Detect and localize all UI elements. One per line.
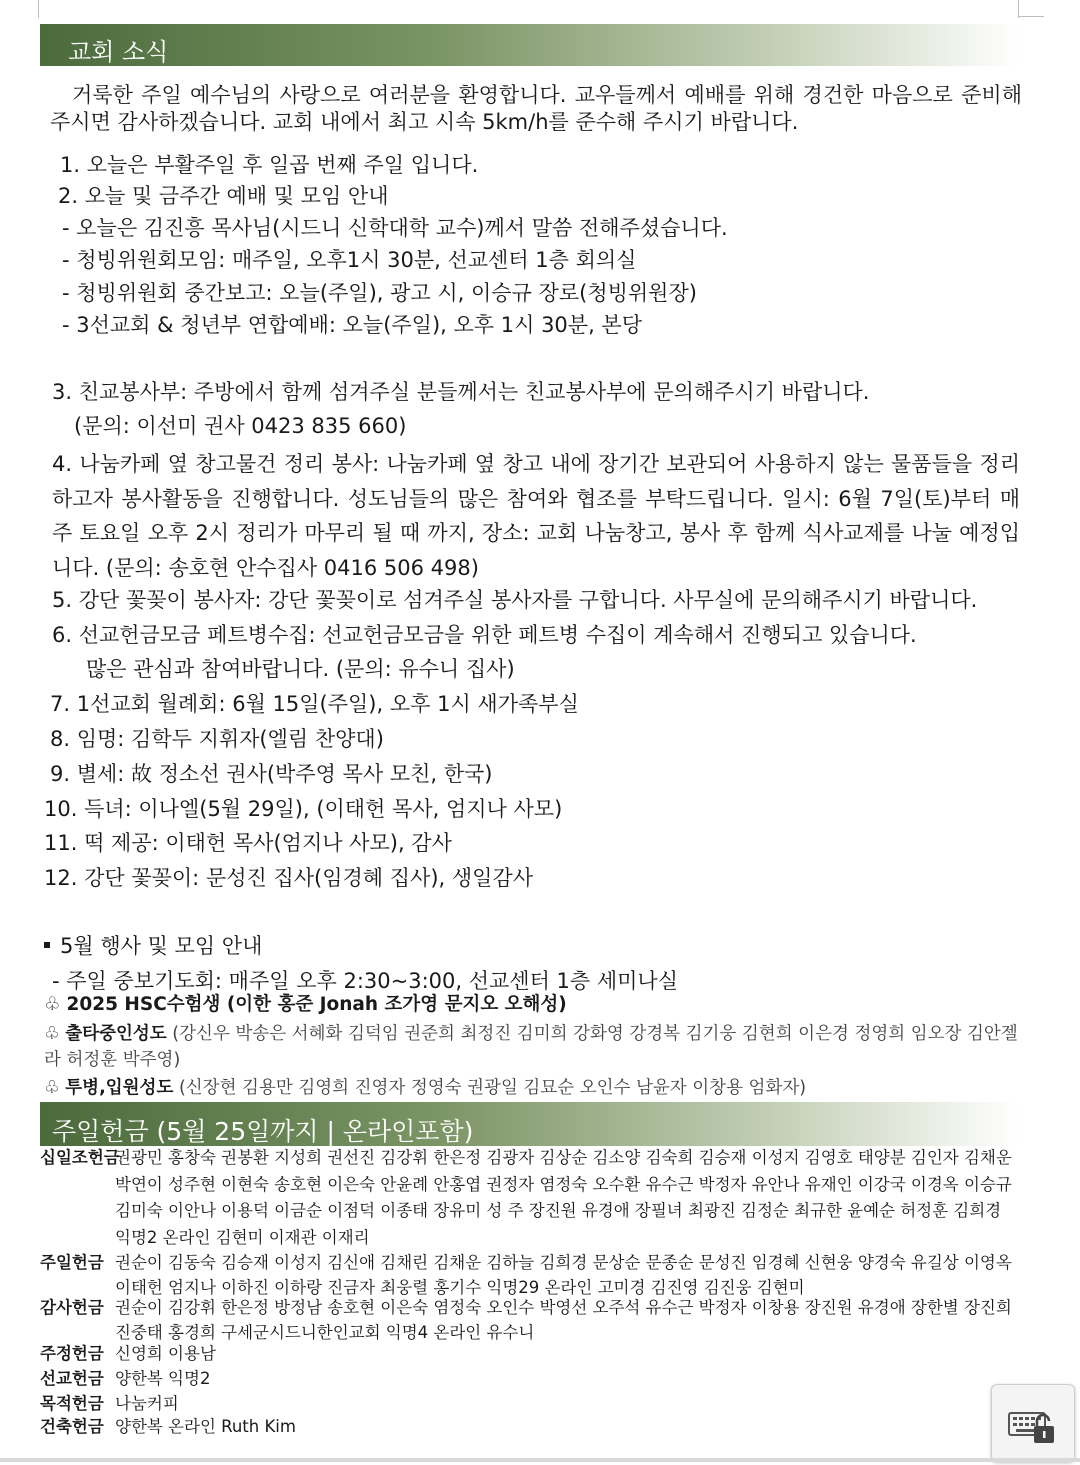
- prayer-sick-label: 투병,입원성도: [65, 1078, 174, 1098]
- prayer-travel-names: (강신우 박송은 서혜화 김덕임 권준희 최정진 김미희 강화영 강경복 김기웅 김현희 이은경 정영희 임오장 김안젤라 허정훈 박주영): [44, 1024, 1018, 1070]
- flower-bullet-icon: ♧: [44, 1024, 60, 1044]
- flower-bullet-icon: ♧: [44, 994, 61, 1015]
- offering-names: 양한복 온라인 Ruth Kim: [115, 1417, 296, 1436]
- offering-label: 주일헌금: [40, 1253, 104, 1272]
- section-title: 주일헌금 (5월 25일까지 | 온라인포함): [52, 1117, 474, 1146]
- item-9: 9. 별세: 故 정소선 권사(박주영 목사 모친, 한국): [50, 762, 493, 786]
- prayer-travel-label: 출타중인성도: [65, 1024, 167, 1044]
- item-4: 4. 나눔카페 옆 창고물건 정리 봉사: 나눔카페 옆 창고 내에 장기간 보관되어 사용하지 않는 물품들을 정리하고자 봉사활동을 진행합니다. 성도님들의 많은 참여와 협조를 부탁드립니다. 일시: 6월 7일(토)부터 매주 토요일 오후 2시 정리가 마무리 될 때 까지, 장소: 교회 나눔창고, 봉사 후 함께 식사교제를 나눌 예정입니다. (문의: 송호현 안수집사 0416 506 498): [52, 452, 1020, 580]
- subitem: - 3선교회 & 청년부 연합예배: 오늘(주일), 오후 1시 30분, 본당: [62, 313, 643, 337]
- section-banner-news: [40, 24, 1020, 66]
- prayer-sick-names: (신장현 김용만 김영희 진영자 정영숙 권광일 김묘순 오인수 남윤자 이창용 엄화자): [178, 1078, 807, 1098]
- intro-paragraph: 거룩한 주일 예수님의 사랑으로 여러분을 환영합니다. 교우들께서 예배를 위해 경건한 마음으로 준비해주시면 감사하겠습니다. 교회 내에서 최고 시속 5km/h를 준수해 주시기 바랍니다.: [50, 83, 1022, 134]
- may-heading-text: 5월 행사 및 모임 안내: [60, 934, 263, 958]
- flower-bullet-icon: ♧: [44, 1078, 60, 1098]
- item-6: 6. 선교헌금모금 페트병수집: 선교헌금모금을 위한 페트병 수집이 계속해서 진행되고 있습니다.: [52, 623, 917, 647]
- prayer-travel: [44, 1021, 1020, 1073]
- offering-names: 양한복 익명2: [115, 1369, 211, 1388]
- offering-names: 신영희 이용남: [115, 1344, 216, 1363]
- subitem: - 오늘은 김진흥 목사님(시드니 신학대학 교수)께서 말씀 전해주셨습니다.: [62, 216, 728, 240]
- prayer-exam: [44, 992, 567, 1018]
- page-edge: [1018, 16, 1044, 17]
- item-10: 10. 득녀: 이나엘(5월 29일), (이태헌 목사, 엄지나 사모): [44, 797, 563, 821]
- page-edge: [38, 0, 39, 18]
- item-12: 12. 강단 꽃꽂이: 문성진 집사(임경혜 집사), 생일감사: [44, 866, 534, 890]
- subitem: - 청빙위원회모임: 매주일, 오후1시 30분, 선교센터 1층 회의실: [62, 248, 637, 272]
- keyboard-lock-icon: [992, 1385, 1074, 1461]
- item-1: 1. 오늘은 부활주일 후 일곱 번째 주일 입니다.: [60, 153, 479, 177]
- offering-label: 선교헌금: [40, 1369, 104, 1388]
- offering-label: 십일조헌금: [40, 1148, 120, 1167]
- prayer-sick: [44, 1075, 1020, 1101]
- may-prayer: - 주일 중보기도회: 매주일 오후 2:30~3:00, 선교센터 1층 세미나실: [52, 969, 679, 993]
- page-bottom-edge: [0, 1458, 1080, 1462]
- offering-label: 목적헌금: [40, 1394, 104, 1413]
- item-3-contact: (문의: 이선미 권사 0423 835 660): [74, 414, 407, 438]
- square-bullet-icon: [44, 942, 50, 948]
- offering-names: 권광민 홍창숙 권봉환 지성희 권선진 김강휘 한은정 김광자 김상순 김소양 김숙희 김승재 이성지 김영호 태양분 김인자 김채운 박연이 성주현 이현숙 송호현 이은숙 안윤례 안홍엽 권정자 염정숙 오수환 유수근 박정자 유안나 유재인 이강국 이경옥 이승규 김미숙 이안나 이용덕 이금순 이점덕 이종태 장유미 성 주 장진원 유경애 장필녀 최광진 김정순 최규한 윤예순 허정훈 김희경 익명2 온라인 김현미 이재관 이재리: [115, 1148, 1012, 1247]
- item-2: 2. 오늘 및 금주간 예배 및 모임 안내: [58, 184, 389, 208]
- item-11: 11. 떡 제공: 이태헌 목사(엄지나 사모), 감사: [44, 831, 452, 855]
- offering-names: 나눔커피: [115, 1394, 179, 1413]
- offering-label: 주정헌금: [40, 1344, 104, 1363]
- item-8: 8. 임명: 김학두 지휘자(엘림 찬양대): [50, 727, 384, 751]
- section-banner-offering: [40, 1102, 1020, 1146]
- offering-names: 권순이 김동숙 김승재 이성지 김신애 김채린 김채운 김하늘 김희경 문상순 문종순 문성진 임경혜 신현웅 양경숙 유길상 이영옥 이태헌 엄지나 이하진 이하랑 진금자 최웅렬 홍기수 익명29 온라인 고미경 김진영 김진웅 김현미: [115, 1253, 1012, 1297]
- item-7: 7. 1선교회 월례회: 6월 15일(주일), 오후 1시 새가족부실: [50, 692, 579, 716]
- offering-label: 건축헌금: [40, 1417, 104, 1436]
- keyboard-lock-button[interactable]: [991, 1384, 1075, 1462]
- offering-names: 권순이 김강휘 한은정 방정남 송호현 이은숙 염정숙 오인수 박영선 오주석 유수근 박정자 이창용 장진원 유경애 장한별 장진희 진중태 홍경희 구세군시드니한인교회 익명4 온라인 유수니: [115, 1298, 1012, 1342]
- item-5: 5. 강단 꽃꽂이 봉사자: 강단 꽃꽂이로 섬겨주실 봉사자를 구합니다. 사무실에 문의해주시기 바랍니다.: [52, 588, 978, 612]
- item-3: 3. 친교봉사부: 주방에서 함께 섬겨주실 분들께서는 친교봉사부에 문의해주시기 바랍니다.: [52, 380, 870, 404]
- subitem: - 청빙위원회 중간보고: 오늘(주일), 광고 시, 이승규 장로(청빙위원장): [62, 281, 697, 305]
- may-heading: [44, 931, 262, 961]
- offering-label: 감사헌금: [40, 1298, 104, 1317]
- section-title: 교회 소식: [68, 38, 169, 66]
- offering-row: [40, 1145, 1020, 1249]
- prayer-exam-text: 2025 HSC수험생 (이한 홍준 Jonah 조가영 문지오 오해성): [66, 994, 567, 1015]
- item-6-cont: 많은 관심과 참여바랍니다. (문의: 유수니 집사): [86, 657, 515, 681]
